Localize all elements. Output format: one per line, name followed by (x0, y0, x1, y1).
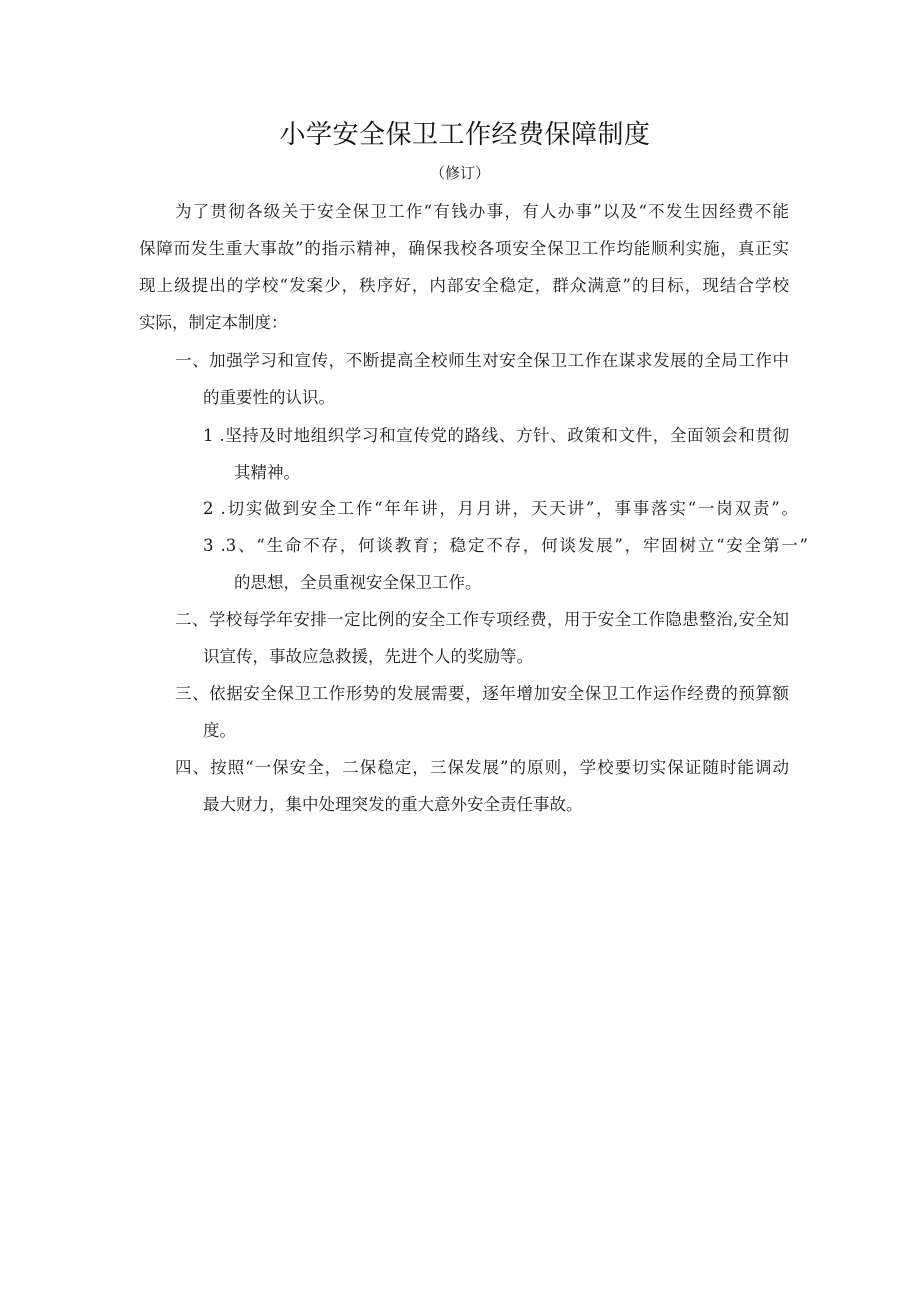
item-2-line-1: 2 .切实做到安全工作“年年讲，月月讲，天天讲”，事事落实“一岗双责”。 (203, 499, 798, 518)
section-3-line-1: 三、依据安全保卫工作形势的发展需要，逐年增加安全保卫工作运作经费的预算额 (175, 684, 789, 703)
section-4-line-2: 最大财力，集中处理突发的重大意外安全责任事故。 (203, 795, 583, 814)
intro-line-1: 为了贯彻各级关于安全保卫工作“有钱办事，有人办事”以及“不发生因经费不能 (175, 202, 789, 221)
intro-line-2: 保障而发生重大事故”的指示精神，确保我校各项安全保卫工作均能顺利实施，真正实 (139, 239, 789, 258)
section-2-line-1: 二、学校每学年安排一定比例的安全工作专项经费，用于安全工作隐患整治,安全知 (175, 610, 789, 629)
section-4-line-1: 四、按照“一保安全，二保稳定，三保发展”的原则，学校要切实保证随时能调动 (175, 758, 789, 777)
item-1-line-1: 1 .坚持及时地组织学习和宣传党的路线、方针、政策和文件，全面领会和贯彻 (203, 426, 789, 445)
intro-line-3: 现上级提出的学校“发案少，秩序好，内部安全稳定，群众满意”的目标，现结合学校 (139, 276, 789, 295)
section-1-line-2: 的重要性的认识。 (203, 388, 335, 407)
section-3-line-2: 度。 (203, 721, 236, 740)
section-2-line-2: 识宣传，事故应急救援，先进个人的奖励等。 (203, 647, 533, 666)
section-1-line-1: 一、加强学习和宣传，不断提高全校师生对安全保卫工作在谋求发展的全局工作中 (175, 351, 789, 370)
item-1-line-2: 其精神。 (234, 463, 300, 482)
intro-line-4: 实际，制定本制度： (139, 313, 288, 332)
item-3-line-2: 的思想，全员重视安全保卫工作。 (234, 573, 482, 592)
item-3-line-1: 3 .3、“生命不存，何谈教育；稳定不存，何谈发展”，牢固树立“安全第一” (203, 536, 808, 555)
document-title: 小学安全保卫工作经费保障制度 (279, 120, 651, 150)
document-subtitle: （修订） (429, 164, 490, 182)
